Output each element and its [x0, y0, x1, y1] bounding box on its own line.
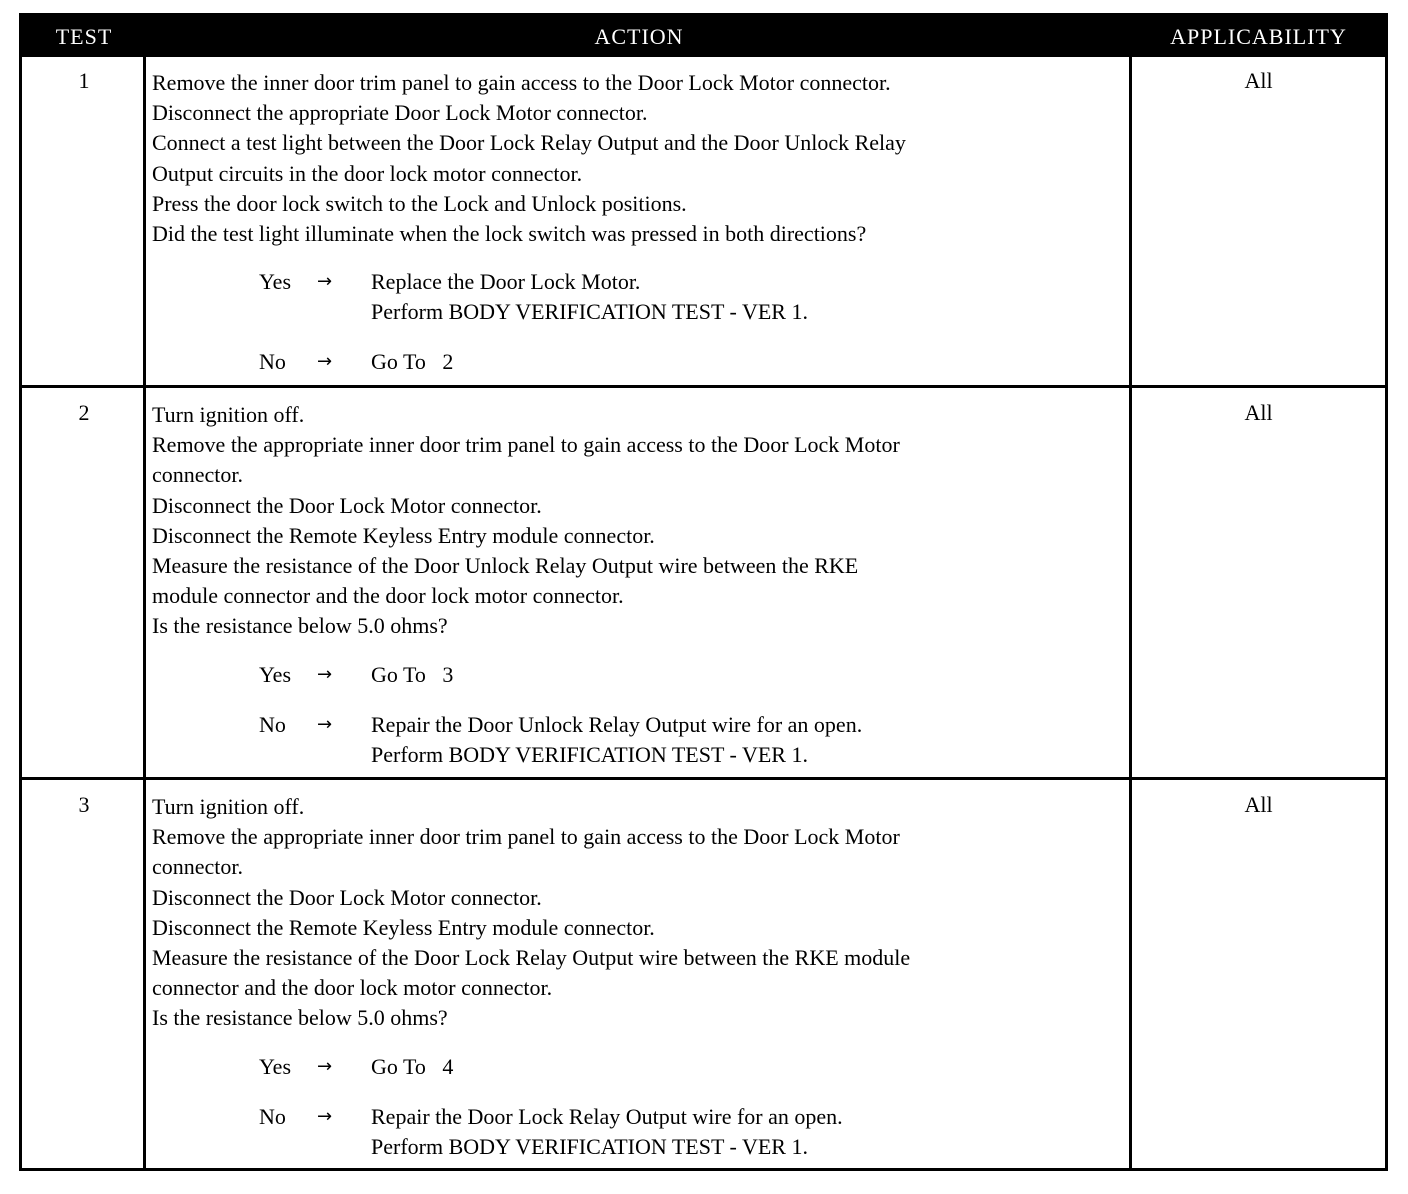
test-action [152, 400, 1126, 770]
action-line: Remove the inner door trim panel to gain access to the Door Lock Motor connector. [152, 70, 891, 95]
result-line: Go To 3 [371, 661, 454, 687]
action-line: connector. [152, 854, 244, 880]
action-line: Disconnect the Remote Keyless Entry module connector. [152, 914, 655, 940]
test-action [152, 792, 1126, 1162]
action-line: Measure the resistance of the Door Lock Relay Output wire between the RKE module [152, 945, 911, 971]
result-line: Replace the Door Lock Motor. [371, 269, 641, 295]
test-applicability: All [1244, 68, 1273, 93]
row-divider [22, 385, 1385, 388]
test-applicability: All [1244, 792, 1273, 817]
yes-outcome [152, 267, 1126, 327]
yes-result [371, 660, 453, 690]
no-label: No [259, 1103, 286, 1129]
arrow-icon: → [317, 351, 333, 373]
no-outcome [152, 347, 1126, 377]
result-line: Go To 4 [371, 1053, 454, 1079]
action-line: Output circuits in the door lock motor connector. [152, 160, 583, 186]
action-line: Press the door lock switch to the Lock and Unlock positions. [152, 190, 687, 216]
header-action: ACTION [594, 24, 684, 49]
result-line: Perform BODY VERIFICATION TEST - VER 1. [371, 299, 808, 325]
column-divider [143, 57, 146, 1168]
yes-label: Yes [259, 661, 292, 687]
no-result [371, 347, 453, 377]
arrow-icon: → [317, 271, 333, 293]
result-line: Perform BODY VERIFICATION TEST - VER 1. [371, 741, 808, 767]
no-label: No [259, 711, 286, 737]
test-number: 3 [78, 792, 90, 817]
diagnostic-test-table [19, 13, 1388, 1171]
no-outcome [152, 1102, 1126, 1162]
action-line: module connector and the door lock motor connector. [152, 583, 624, 609]
action-line: Turn ignition off. [152, 794, 305, 819]
action-line: Is the resistance below 5.0 ohms? [152, 613, 448, 639]
test-action [152, 68, 1126, 377]
no-outcome [152, 710, 1126, 770]
action-line: Turn ignition off. [152, 402, 305, 427]
action-line: Did the test light illuminate when the lock switch was pressed in both directions? [152, 221, 867, 247]
result-line: Go To 2 [371, 349, 454, 375]
no-label: No [259, 349, 286, 375]
action-line: Measure the resistance of the Door Unlock Relay Output wire between the RKE [152, 553, 859, 579]
arrow-icon: → [317, 1105, 333, 1127]
table-header [22, 16, 1385, 57]
yes-label: Yes [259, 1053, 292, 1079]
result-line: Repair the Door Lock Relay Output wire for an open. [371, 1103, 843, 1129]
action-line: connector. [152, 462, 244, 488]
yes-outcome [152, 660, 1126, 690]
action-line: Disconnect the Remote Keyless Entry module connector. [152, 522, 655, 548]
action-line: connector and the door lock motor connector. [152, 975, 553, 1001]
result-line: Repair the Door Unlock Relay Output wire for an open. [371, 711, 863, 737]
test-number: 1 [78, 68, 90, 93]
yes-outcome [152, 1052, 1126, 1082]
no-result [371, 1102, 843, 1162]
arrow-icon: → [317, 663, 333, 685]
result-line: Perform BODY VERIFICATION TEST - VER 1. [371, 1133, 808, 1159]
yes-result [371, 1052, 453, 1082]
test-number: 2 [78, 400, 90, 425]
action-line: Disconnect the Door Lock Motor connector. [152, 492, 542, 518]
yes-label: Yes [259, 269, 292, 295]
action-line: Disconnect the Door Lock Motor connector. [152, 884, 542, 910]
column-divider [1129, 57, 1132, 1168]
action-line: Remove the appropriate inner door trim panel to gain access to the Door Lock Motor [152, 824, 900, 850]
action-line: Connect a test light between the Door Lock Relay Output and the Door Unlock Relay [152, 130, 906, 156]
row-divider [22, 777, 1385, 780]
action-line: Disconnect the appropriate Door Lock Motor connector. [152, 100, 648, 126]
header-test: TEST [55, 24, 113, 49]
header-applicability: APPLICABILITY [1170, 24, 1347, 49]
action-line: Remove the appropriate inner door trim panel to gain access to the Door Lock Motor [152, 432, 900, 458]
no-result [371, 710, 862, 770]
yes-result [371, 267, 808, 327]
arrow-icon: → [317, 1055, 333, 1077]
action-line: Is the resistance below 5.0 ohms? [152, 1005, 448, 1031]
arrow-icon: → [317, 713, 333, 735]
test-applicability: All [1244, 400, 1273, 425]
